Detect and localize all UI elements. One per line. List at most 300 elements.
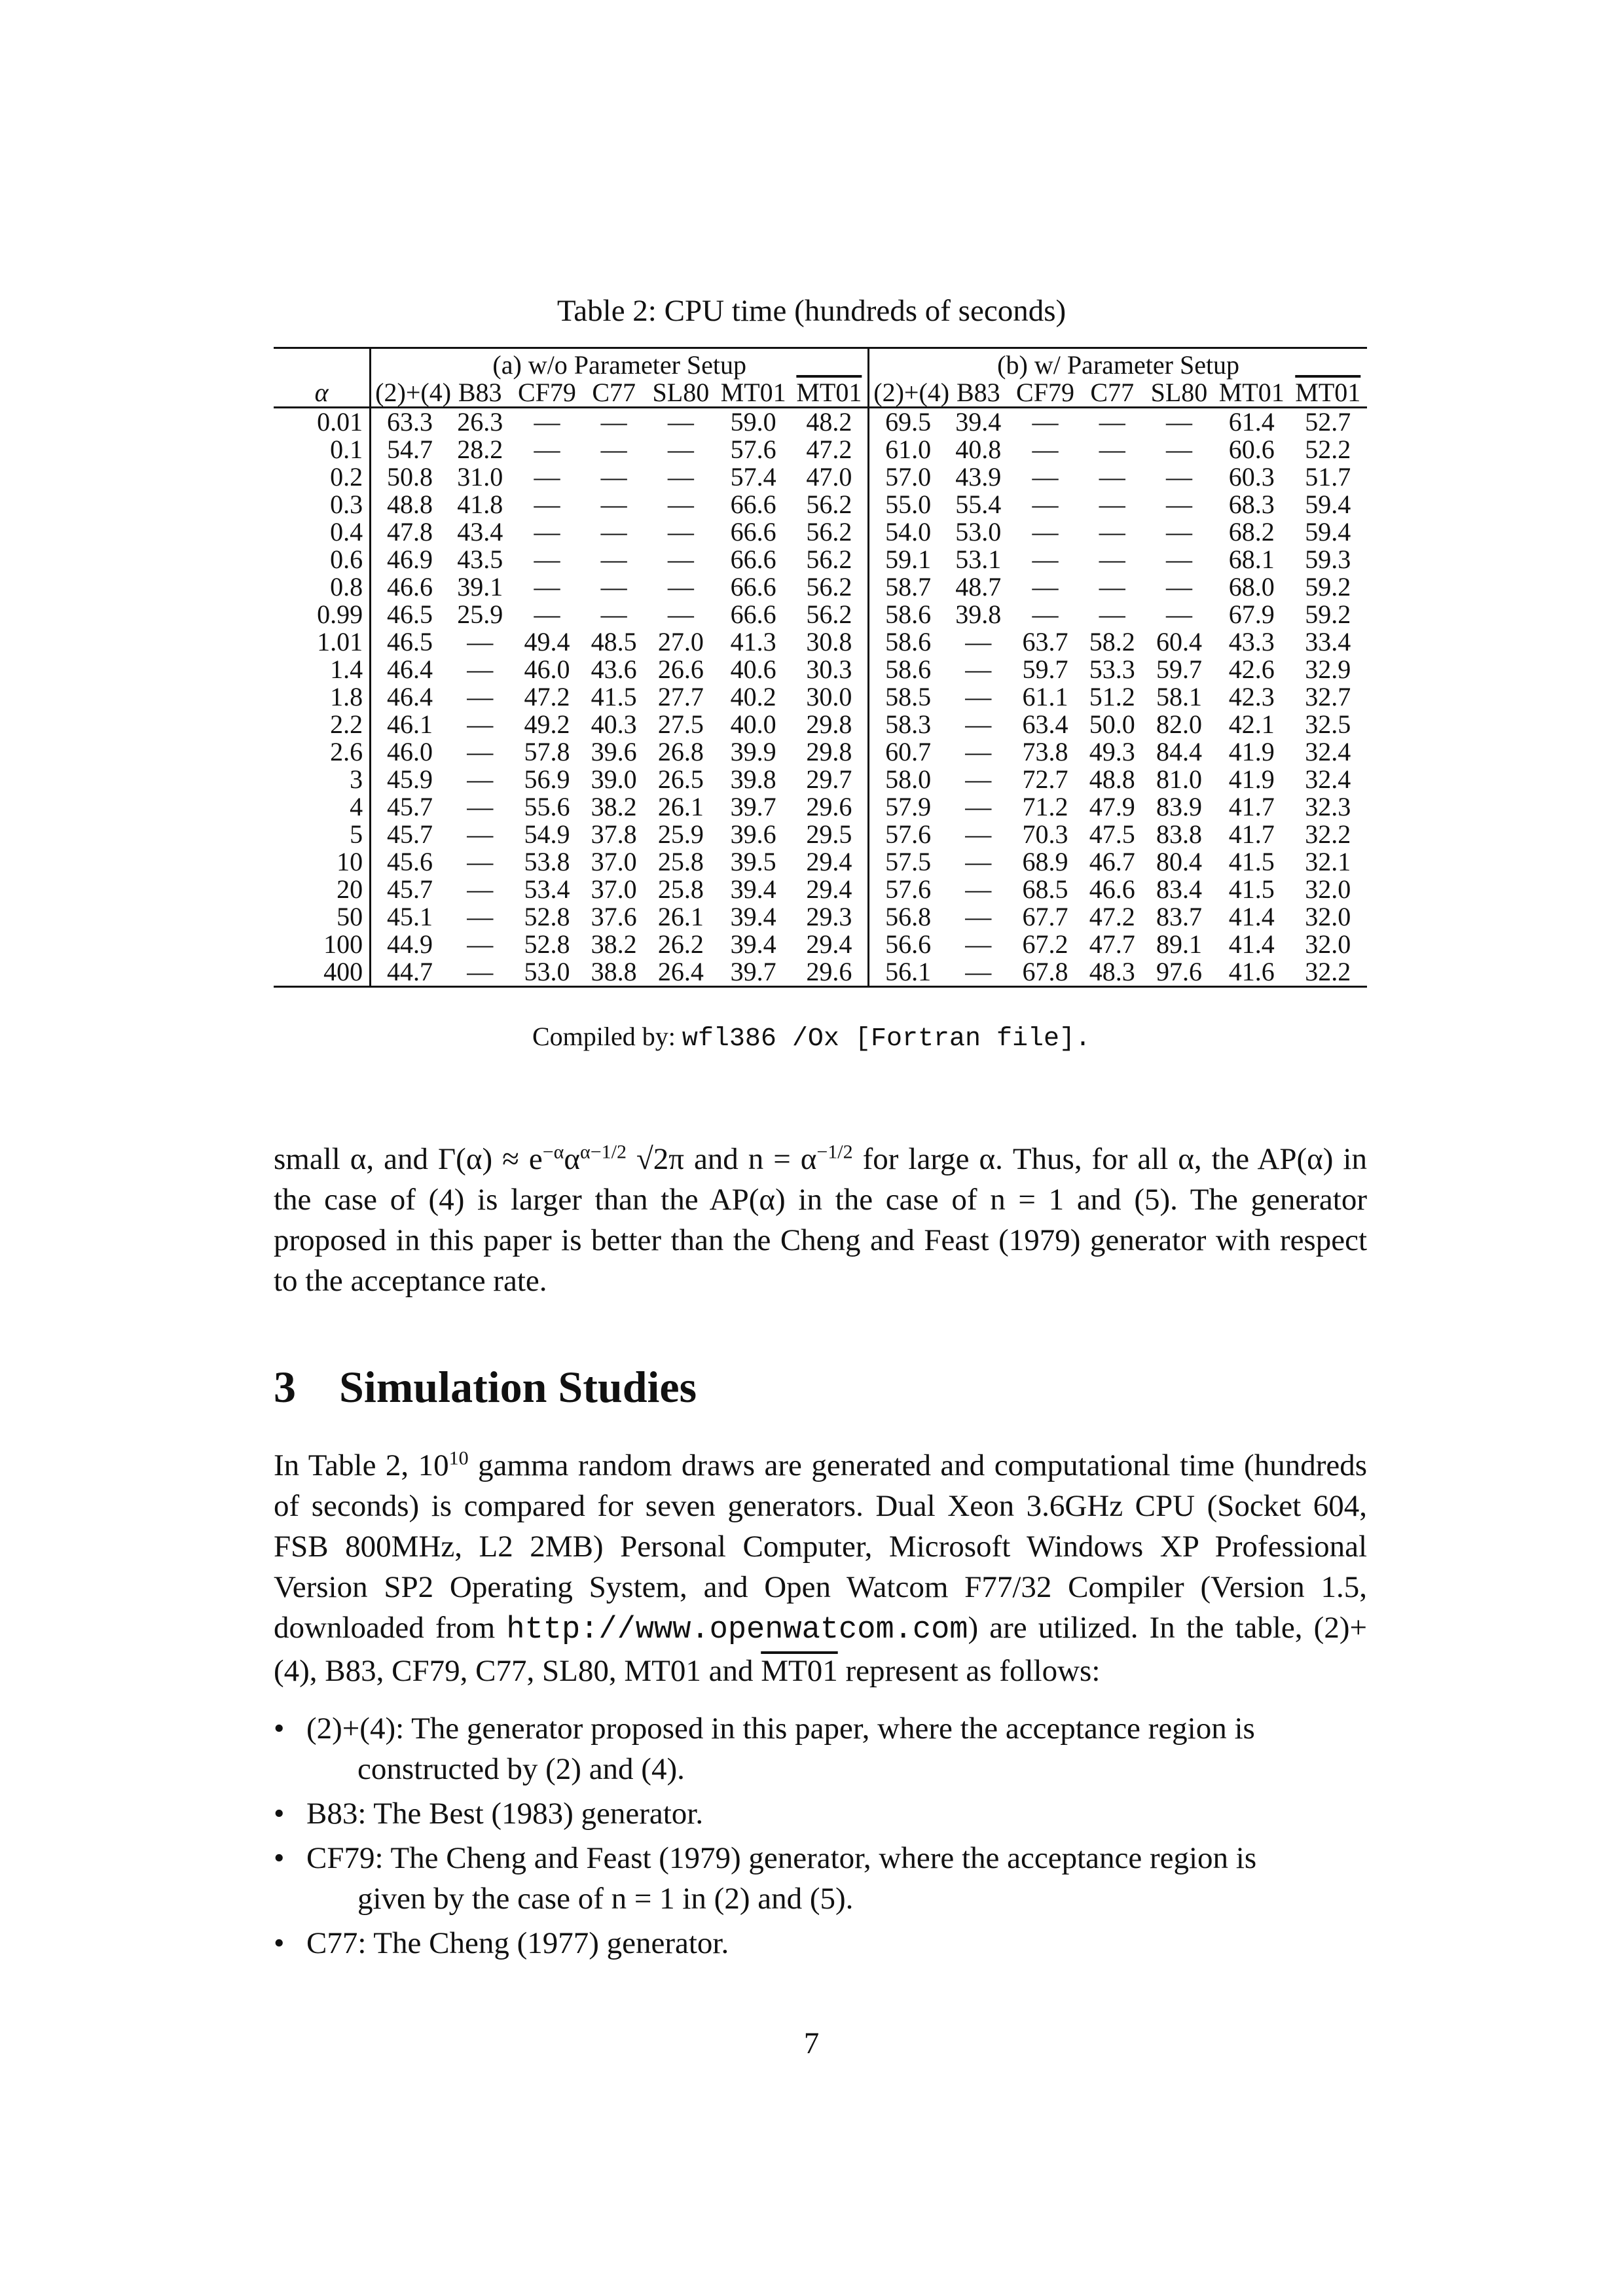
table-cell: 67.2 <box>1022 929 1068 959</box>
page-number: 7 <box>803 2026 820 2060</box>
table-cell: 48.5 <box>591 627 637 656</box>
table-cell: 58.0 <box>885 764 932 794</box>
table-cell: 53.4 <box>524 874 570 904</box>
group-b-header: (b) w/ Parameter Setup <box>869 348 1367 380</box>
table-cell: — <box>667 572 694 601</box>
alpha-cell: 1.01 <box>274 628 371 656</box>
table-cell: 25.9 <box>657 819 704 849</box>
table-cell: — <box>1165 545 1192 574</box>
table-cell: 56.1 <box>869 958 947 987</box>
table-cell: 26.3 <box>457 407 503 437</box>
table-cell: 47.7 <box>1089 929 1135 959</box>
table-cell: 53.1 <box>955 545 1002 574</box>
table-cell: 56.2 <box>790 518 868 546</box>
text-run: α <box>564 1142 580 1176</box>
table-cell: 50.8 <box>387 462 433 492</box>
table-cell: 63.7 <box>1022 627 1068 656</box>
table-cell: 58.6 <box>885 655 932 684</box>
alpha-cell: 2.6 <box>274 738 371 766</box>
table-cell: 56.2 <box>790 601 868 628</box>
table-cell: 41.9 <box>1228 764 1275 794</box>
table-cell: 40.3 <box>591 709 637 739</box>
alpha-header: α <box>274 379 371 408</box>
table-cell: 39.8 <box>955 600 1002 629</box>
table-cell: — <box>600 407 627 437</box>
table-cell: — <box>467 737 494 766</box>
table-cell: 39.8 <box>730 764 776 794</box>
table-cell: — <box>1099 462 1125 492</box>
table-cell: 70.3 <box>1022 819 1068 849</box>
table-cell: — <box>600 517 627 547</box>
table-cell: 26.2 <box>657 929 704 959</box>
alpha-spacer <box>274 348 371 380</box>
table-cell: 48.2 <box>790 408 868 437</box>
table-cell: — <box>467 627 494 656</box>
column-header-row <box>274 379 1367 408</box>
superscript: 10 <box>448 1447 469 1469</box>
table-cell: 47.2 <box>524 682 570 711</box>
table-row <box>274 766 1367 793</box>
table-cell: 59.4 <box>1305 517 1351 547</box>
col-header: C77 <box>582 379 646 408</box>
table-cell: 30.3 <box>790 656 868 683</box>
table-cell: 57.6 <box>885 819 932 849</box>
table-cell: — <box>467 764 494 794</box>
text-run: small α, and Γ(α) ≈ e <box>274 1142 543 1176</box>
table-cell: — <box>965 902 992 931</box>
table-cell: 52.7 <box>1305 407 1351 437</box>
section-number: 3 <box>274 1362 296 1412</box>
table-cell: 39.7 <box>716 958 791 987</box>
table-cell: 29.5 <box>790 821 868 848</box>
table-cell: 57.5 <box>885 847 932 876</box>
table-cell: 66.6 <box>730 490 776 519</box>
bullet-icon: • <box>274 1712 285 1746</box>
table-cell: 29.6 <box>790 793 868 821</box>
table-cell: 38.8 <box>582 958 646 987</box>
list-item <box>274 1793 1367 1834</box>
table-cell: — <box>667 435 694 464</box>
data-table <box>274 347 1367 988</box>
table-cell: 57.0 <box>885 462 932 492</box>
table-cell: 48.8 <box>1089 764 1135 794</box>
table-cell: 39.6 <box>591 737 637 766</box>
alpha-cell: 100 <box>274 931 371 958</box>
table-cell: 43.5 <box>457 545 503 574</box>
table-cell: 27.0 <box>657 627 704 656</box>
table-cell: 46.6 <box>1089 874 1135 904</box>
table-cell: 40.2 <box>730 682 776 711</box>
table-cell: — <box>667 407 694 437</box>
table-cell: 32.3 <box>1305 792 1351 821</box>
alpha-cell: 1.8 <box>274 683 371 711</box>
table-cell: — <box>667 600 694 629</box>
section-title: Simulation Studies <box>339 1362 697 1412</box>
table-cell: — <box>467 682 494 711</box>
table-cell: 45.7 <box>387 792 433 821</box>
table-row <box>274 436 1367 463</box>
table-row <box>274 656 1367 683</box>
table-cell: 51.2 <box>1089 682 1135 711</box>
table-cell: 39.1 <box>457 572 503 601</box>
table-cell: — <box>534 490 560 519</box>
table-cell: — <box>1099 600 1125 629</box>
table-cell: 47.2 <box>790 436 868 463</box>
alpha-cell: 0.1 <box>274 436 371 463</box>
table-cell: — <box>448 958 512 987</box>
table-cell: 83.8 <box>1156 819 1202 849</box>
table-cell: 26.8 <box>657 737 704 766</box>
table-cell: — <box>965 682 992 711</box>
list-item-text: C77: The Cheng (1977) generator. <box>306 1926 729 1960</box>
table-cell: 29.4 <box>790 876 868 903</box>
table-cell: — <box>1165 462 1192 492</box>
table-cell: 68.0 <box>1228 572 1275 601</box>
table-cell: — <box>534 517 560 547</box>
table-row <box>274 546 1367 573</box>
table-cell: 58.6 <box>885 627 932 656</box>
table-cell: 38.2 <box>591 929 637 959</box>
table-cell: 25.8 <box>657 847 704 876</box>
table-cell: 60.7 <box>885 737 932 766</box>
table-cell: 55.4 <box>955 490 1002 519</box>
table-cell: 68.9 <box>1022 847 1068 876</box>
mt01-overline: MT01 <box>761 1654 838 1688</box>
table-cell: 48.8 <box>387 490 433 519</box>
table-cell: 39.4 <box>730 929 776 959</box>
table-row <box>274 408 1367 437</box>
table-cell: 72.7 <box>1022 764 1068 794</box>
table-cell: 42.6 <box>1228 655 1275 684</box>
table-cell: 40.0 <box>730 709 776 739</box>
table-cell: — <box>600 600 627 629</box>
table-cell: 56.8 <box>885 902 932 931</box>
table-cell: 60.4 <box>1156 627 1202 656</box>
table-cell: — <box>965 819 992 849</box>
table-cell: 84.4 <box>1156 737 1202 766</box>
alpha-cell: 0.4 <box>274 518 371 546</box>
table-cell: 56.9 <box>524 764 570 794</box>
generator-list <box>274 1708 1367 1967</box>
text-run: gamma random draws are generated and computational time (hundreds of seconds) is compared for seven generators. Dual Xeon 3.6GHz CPU (Socket 604, FSB 800MHz, L2 2MB) Personal Computer, Microsoft Windows XP Professional Version SP2 Operating System, and Open Watcom F77/32 Compiler (Version 1.5, downloaded from <box>274 1448 1367 1645</box>
table-cell: 25.9 <box>457 600 503 629</box>
table-cell: 39.6 <box>730 819 776 849</box>
table-cell: — <box>534 600 560 629</box>
table-cell: 59.3 <box>1305 545 1351 574</box>
table-cell: — <box>947 958 1010 987</box>
alpha-cell: 0.99 <box>274 601 371 628</box>
table-cell: 46.6 <box>387 572 433 601</box>
table-cell: 55.0 <box>885 490 932 519</box>
superscript: −1/2 <box>816 1141 853 1163</box>
table-cell: 39.4 <box>955 407 1002 437</box>
table-cell: 29.4 <box>790 848 868 876</box>
alpha-cell: 4 <box>274 793 371 821</box>
table-cell: 37.6 <box>591 902 637 931</box>
table-cell: 29.7 <box>790 766 868 793</box>
table-cell: 43.6 <box>591 655 637 684</box>
table-cell: — <box>1032 545 1059 574</box>
table-cell: 45.6 <box>387 847 433 876</box>
table-cell: 32.5 <box>1305 709 1351 739</box>
table-cell: 47.0 <box>790 463 868 491</box>
table-cell: 28.2 <box>457 435 503 464</box>
alpha-cell: 0.01 <box>274 408 371 437</box>
table-cell: 42.1 <box>1228 709 1275 739</box>
table-cell: 44.9 <box>387 929 433 959</box>
compiled-label: Compiled by: <box>532 1022 676 1051</box>
table-cell: 89.1 <box>1156 929 1202 959</box>
table-cell: 32.9 <box>1305 655 1351 684</box>
table-cell: 46.9 <box>387 545 433 574</box>
table-cell: 56.2 <box>790 491 868 518</box>
list-item <box>274 1708 1367 1789</box>
table-cell: 31.0 <box>457 462 503 492</box>
table-cell: 26.6 <box>657 655 704 684</box>
table-cell: 67.8 <box>1010 958 1081 987</box>
table-row <box>274 876 1367 903</box>
table-cell: 80.4 <box>1156 847 1202 876</box>
col-header: (2)+(4) <box>371 379 448 408</box>
table-cell: 60.3 <box>1228 462 1275 492</box>
table-cell: 41.7 <box>1228 819 1275 849</box>
alpha-cell: 0.3 <box>274 491 371 518</box>
table-row <box>274 683 1367 711</box>
table-cell: 59.2 <box>1305 572 1351 601</box>
col-header-overline: MT01 <box>1289 379 1367 408</box>
table-cell: 63.4 <box>1022 709 1068 739</box>
table-cell: 41.4 <box>1228 902 1275 931</box>
table-cell: — <box>467 792 494 821</box>
table-cell: — <box>1032 572 1059 601</box>
table-cell: 54.7 <box>387 435 433 464</box>
table-cell: 56.6 <box>885 929 932 959</box>
table-cell: 53.0 <box>511 958 582 987</box>
alpha-cell: 400 <box>274 958 371 987</box>
alpha-cell: 0.6 <box>274 546 371 573</box>
table-cell: 57.6 <box>885 874 932 904</box>
list-item-text: B83: The Best (1983) generator. <box>306 1797 704 1831</box>
table-row <box>274 848 1367 876</box>
bullet-icon: • <box>274 1797 285 1831</box>
table-cell: 39.9 <box>730 737 776 766</box>
table-cell: 45.7 <box>387 874 433 904</box>
table-cell: 32.2 <box>1305 819 1351 849</box>
table-cell: 59.0 <box>730 407 776 437</box>
compiled-value: wfl386 /Ox [Fortran file]. <box>682 1024 1091 1054</box>
col-header-overline: MT01 <box>790 379 868 408</box>
table-cell: — <box>1032 462 1059 492</box>
table-cell: 41.5 <box>1228 847 1275 876</box>
table-cell: 44.7 <box>371 958 448 987</box>
table-cell: — <box>1165 490 1192 519</box>
table-cell: — <box>1165 435 1192 464</box>
table-cell: — <box>1165 572 1192 601</box>
table-cell: 68.2 <box>1228 517 1275 547</box>
table-cell: — <box>534 545 560 574</box>
table-cell: — <box>965 847 992 876</box>
alpha-cell: 50 <box>274 903 371 931</box>
alpha-cell: 5 <box>274 821 371 848</box>
table-cell: 47.5 <box>1089 819 1135 849</box>
table-cell: 32.2 <box>1289 958 1367 987</box>
table-cell: 32.0 <box>1305 874 1351 904</box>
table-cell: 53.0 <box>955 517 1002 547</box>
table-cell: — <box>534 407 560 437</box>
table-cell: — <box>965 655 992 684</box>
url-link[interactable]: http://www.openwatcom.com <box>506 1613 968 1647</box>
table-cell: 45.9 <box>387 764 433 794</box>
table-cell: — <box>1032 600 1059 629</box>
table-cell: — <box>600 572 627 601</box>
table-cell: 54.9 <box>524 819 570 849</box>
table-cell: 82.0 <box>1156 709 1202 739</box>
table-cell: 46.5 <box>387 600 433 629</box>
table-cell: 55.6 <box>524 792 570 821</box>
table-cell: — <box>965 737 992 766</box>
table-cell: — <box>667 462 694 492</box>
table-cell: 46.0 <box>524 655 570 684</box>
table-cell: 41.7 <box>1228 792 1275 821</box>
table-cell: 43.3 <box>1228 627 1275 656</box>
bullet-icon: • <box>274 1841 285 1875</box>
alpha-cell: 10 <box>274 848 371 876</box>
group-header-row <box>274 348 1367 380</box>
table-cell: 32.7 <box>1305 682 1351 711</box>
table-cell: 66.6 <box>730 572 776 601</box>
table-cell: 47.2 <box>1089 902 1135 931</box>
table-cell: 63.3 <box>387 407 433 437</box>
table-cell: — <box>965 929 992 959</box>
table-cell: 58.5 <box>885 682 932 711</box>
table-cell: 46.5 <box>387 627 433 656</box>
table-cell: 45.7 <box>387 819 433 849</box>
table-cell: 56.2 <box>790 573 868 601</box>
table-cell: 37.0 <box>591 874 637 904</box>
table-cell: 30.0 <box>790 683 868 711</box>
table-cell: 58.1 <box>1156 682 1202 711</box>
table-cell: 48.7 <box>955 572 1002 601</box>
alpha-cell: 2.2 <box>274 711 371 738</box>
table-cell: 41.5 <box>591 682 637 711</box>
table-cell: 30.8 <box>790 628 868 656</box>
list-item <box>274 1838 1367 1919</box>
table-cell: 32.4 <box>1305 764 1351 794</box>
table-cell: 29.6 <box>790 958 868 987</box>
table-cell: 45.1 <box>387 902 433 931</box>
table-cell: — <box>1165 407 1192 437</box>
table-cell: 73.8 <box>1022 737 1068 766</box>
table-cell: 59.7 <box>1022 655 1068 684</box>
col-header: CF79 <box>1010 379 1081 408</box>
table-cell: 58.6 <box>885 600 932 629</box>
table-cell: 97.6 <box>1144 958 1214 987</box>
table-cell: — <box>965 792 992 821</box>
table-cell: 26.1 <box>657 792 704 821</box>
table-row <box>274 821 1367 848</box>
table-cell: 41.3 <box>730 627 776 656</box>
list-item-text: (2)+(4): The generator proposed in this paper, where the acceptance region is <box>306 1712 1255 1746</box>
table-row <box>274 793 1367 821</box>
table-cell: 29.3 <box>790 903 868 931</box>
table-cell: — <box>1099 407 1125 437</box>
alpha-cell: 3 <box>274 766 371 793</box>
list-item-text: CF79: The Cheng and Feast (1979) generator, where the acceptance region is <box>306 1841 1257 1875</box>
bullet-icon: • <box>274 1926 285 1960</box>
table-cell: 47.9 <box>1089 792 1135 821</box>
col-header: C77 <box>1080 379 1144 408</box>
table-cell: — <box>467 847 494 876</box>
table-cell: — <box>534 435 560 464</box>
table-cell: 83.7 <box>1156 902 1202 931</box>
table-cell: — <box>600 435 627 464</box>
table-cell: 38.2 <box>591 792 637 821</box>
table-cell: — <box>1099 517 1125 547</box>
table-cell: — <box>1032 435 1059 464</box>
table-cell: 50.0 <box>1089 709 1135 739</box>
paragraph-simulation <box>274 1445 1367 1691</box>
table-cell: 61.4 <box>1228 407 1275 437</box>
table-cell: — <box>600 462 627 492</box>
table-cell: 46.7 <box>1089 847 1135 876</box>
table-cell: 41.9 <box>1228 737 1275 766</box>
list-item-continuation: constructed by (2) and (4). <box>357 1752 685 1786</box>
table-cell: 51.7 <box>1305 462 1351 492</box>
table-cell: 32.1 <box>1305 847 1351 876</box>
table-cell: — <box>600 545 627 574</box>
table-cell: 41.5 <box>1228 874 1275 904</box>
table-cell: 25.8 <box>657 874 704 904</box>
table-cell: 58.2 <box>1089 627 1135 656</box>
text-run: ) are utilized. In the table, (2)+(4), B83, CF79, C77, SL80, MT01 and <box>274 1611 1367 1688</box>
alpha-cell: 1.4 <box>274 656 371 683</box>
table-cell: 26.5 <box>657 764 704 794</box>
text-run: for large α. Thus, for all α, the AP(α) in the case of (4) is larger than the AP(α) in the case of n = 1 and (5). The generator proposed in this paper is better than the Cheng and Feast (1979) generator with respect to the acceptance rate. <box>274 1142 1367 1298</box>
section-heading <box>274 1361 697 1413</box>
table-cell: 52.8 <box>524 929 570 959</box>
col-header: MT01 <box>716 379 791 408</box>
table-row <box>274 491 1367 518</box>
table-cell: — <box>467 874 494 904</box>
paragraph-acceptance-rate <box>274 1139 1367 1301</box>
table-cell: 41.8 <box>457 490 503 519</box>
compiled-by-note <box>0 1021 1623 1054</box>
text-run: represent as follows: <box>837 1654 1101 1688</box>
table-cell: — <box>965 627 992 656</box>
table-cell: — <box>1032 490 1059 519</box>
table-cell: — <box>1032 517 1059 547</box>
table-cell: 27.7 <box>657 682 704 711</box>
table-cell: 46.4 <box>387 682 433 711</box>
table-cell: 46.4 <box>387 655 433 684</box>
table-body <box>274 408 1367 987</box>
table-cell: 66.6 <box>730 545 776 574</box>
table-cell: 66.6 <box>730 600 776 629</box>
table-cell: — <box>534 462 560 492</box>
table-cell: — <box>467 655 494 684</box>
table-row <box>274 518 1367 546</box>
col-header: CF79 <box>511 379 582 408</box>
table-cell: 46.1 <box>387 709 433 739</box>
table-cell: 83.9 <box>1156 792 1202 821</box>
table-cell: — <box>1032 407 1059 437</box>
table-cell: 67.7 <box>1022 902 1068 931</box>
col-header: SL80 <box>646 379 716 408</box>
table-cell: 58.7 <box>885 572 932 601</box>
table-cell: 43.9 <box>955 462 1002 492</box>
table-cell: 39.7 <box>730 792 776 821</box>
table-cell: 40.8 <box>955 435 1002 464</box>
